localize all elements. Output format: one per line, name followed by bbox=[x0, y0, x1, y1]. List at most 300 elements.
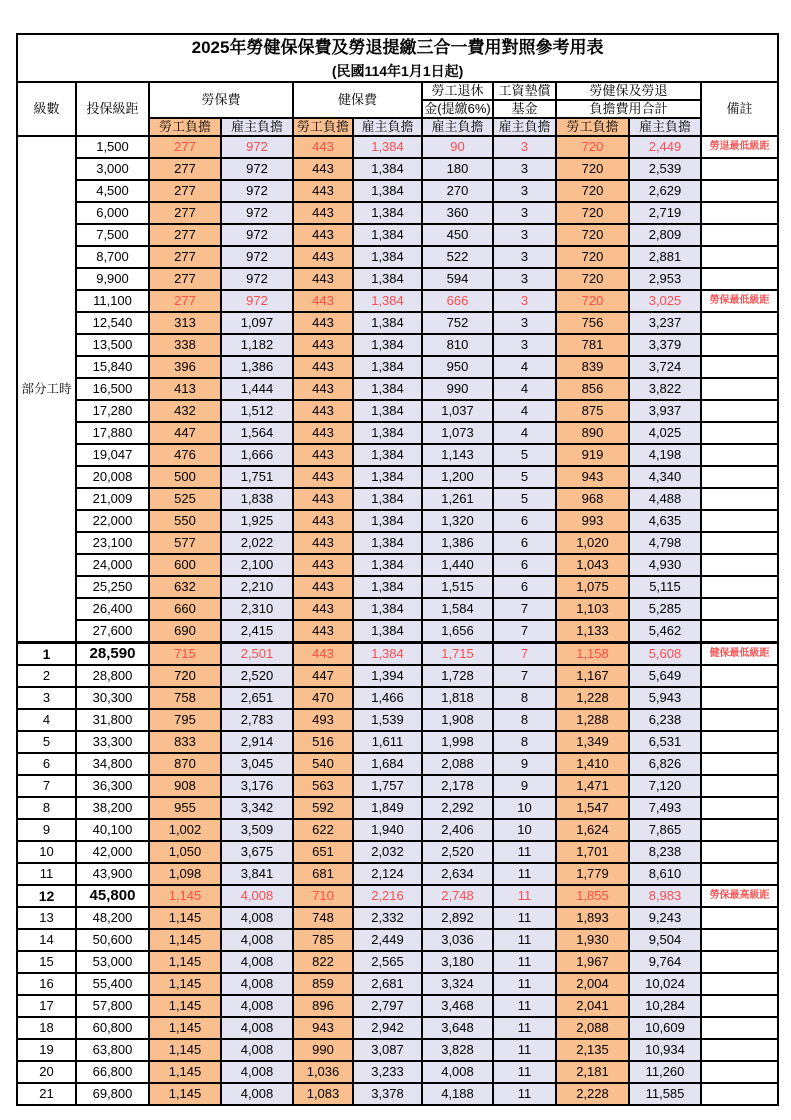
value-cell: 447 bbox=[293, 665, 353, 687]
value-cell: 443 bbox=[293, 532, 353, 554]
value-cell: 7 bbox=[493, 643, 556, 666]
remark-cell bbox=[701, 797, 778, 819]
value-cell: 443 bbox=[293, 356, 353, 378]
value-cell: 720 bbox=[556, 268, 629, 290]
value-cell: 2,539 bbox=[629, 158, 701, 180]
value-cell: 1,930 bbox=[556, 929, 629, 951]
value-cell: 2,719 bbox=[629, 202, 701, 224]
table-row bbox=[17, 951, 778, 973]
value-cell: 6,826 bbox=[629, 753, 701, 775]
table-row bbox=[17, 576, 778, 598]
value-cell: 9,504 bbox=[629, 929, 701, 951]
value-cell: 594 bbox=[422, 268, 493, 290]
value-cell: 2,501 bbox=[221, 643, 293, 666]
remark-cell bbox=[701, 246, 778, 268]
value-cell: 2,520 bbox=[422, 841, 493, 863]
value-cell: 1,002 bbox=[149, 819, 221, 841]
bracket-cell: 57,800 bbox=[76, 995, 149, 1017]
value-cell: 3,724 bbox=[629, 356, 701, 378]
value-cell: 1,083 bbox=[293, 1083, 353, 1105]
value-cell: 972 bbox=[221, 180, 293, 202]
value-cell: 2,565 bbox=[353, 951, 422, 973]
table-row bbox=[17, 620, 778, 643]
value-cell: 2,178 bbox=[422, 775, 493, 797]
value-cell: 720 bbox=[556, 180, 629, 202]
value-cell: 1,466 bbox=[353, 687, 422, 709]
remark-cell bbox=[701, 1017, 778, 1039]
value-cell: 11 bbox=[493, 907, 556, 929]
remark-cell bbox=[701, 665, 778, 687]
value-cell: 1,320 bbox=[422, 510, 493, 532]
value-cell: 1,849 bbox=[353, 797, 422, 819]
bracket-cell: 23,100 bbox=[76, 532, 149, 554]
value-cell: 1,133 bbox=[556, 620, 629, 643]
value-cell: 7 bbox=[493, 665, 556, 687]
remark-cell bbox=[701, 598, 778, 620]
value-cell: 752 bbox=[422, 312, 493, 334]
value-cell: 3 bbox=[493, 158, 556, 180]
bracket-cell: 31,800 bbox=[76, 709, 149, 731]
value-cell: 4,798 bbox=[629, 532, 701, 554]
value-cell: 3,822 bbox=[629, 378, 701, 400]
value-cell: 1,564 bbox=[221, 422, 293, 444]
table-row bbox=[17, 136, 778, 158]
value-cell: 660 bbox=[149, 598, 221, 620]
value-cell: 10,284 bbox=[629, 995, 701, 1017]
value-cell: 5,608 bbox=[629, 643, 701, 666]
table-row bbox=[17, 532, 778, 554]
value-cell: 1,167 bbox=[556, 665, 629, 687]
value-cell: 1,384 bbox=[353, 400, 422, 422]
value-cell: 2,942 bbox=[353, 1017, 422, 1039]
value-cell: 972 bbox=[221, 290, 293, 312]
value-cell: 2,809 bbox=[629, 224, 701, 246]
bracket-cell: 63,800 bbox=[76, 1039, 149, 1061]
value-cell: 2,748 bbox=[422, 885, 493, 907]
value-cell: 413 bbox=[149, 378, 221, 400]
value-cell: 5,285 bbox=[629, 598, 701, 620]
bracket-cell: 27,600 bbox=[76, 620, 149, 643]
value-cell: 11 bbox=[493, 973, 556, 995]
value-cell: 1,384 bbox=[353, 422, 422, 444]
value-cell: 908 bbox=[149, 775, 221, 797]
table-body bbox=[17, 136, 778, 1105]
value-cell: 3,025 bbox=[629, 290, 701, 312]
value-cell: 443 bbox=[293, 312, 353, 334]
value-cell: 666 bbox=[422, 290, 493, 312]
value-cell: 2,415 bbox=[221, 620, 293, 643]
remark-cell bbox=[701, 356, 778, 378]
value-cell: 10,024 bbox=[629, 973, 701, 995]
value-cell: 11 bbox=[493, 1061, 556, 1083]
value-cell: 277 bbox=[149, 202, 221, 224]
remark-cell bbox=[701, 268, 778, 290]
value-cell: 277 bbox=[149, 224, 221, 246]
value-cell: 1,073 bbox=[422, 422, 493, 444]
value-cell: 3,176 bbox=[221, 775, 293, 797]
value-cell: 8 bbox=[493, 731, 556, 753]
table-row bbox=[17, 819, 778, 841]
value-cell: 5 bbox=[493, 444, 556, 466]
value-cell: 277 bbox=[149, 246, 221, 268]
table-row bbox=[17, 709, 778, 731]
bracket-cell: 69,800 bbox=[76, 1083, 149, 1105]
remark-cell bbox=[701, 400, 778, 422]
value-cell: 1,145 bbox=[149, 929, 221, 951]
remark-cell bbox=[701, 334, 778, 356]
value-cell: 890 bbox=[556, 422, 629, 444]
value-cell: 443 bbox=[293, 202, 353, 224]
value-cell: 1,384 bbox=[353, 378, 422, 400]
value-cell: 450 bbox=[422, 224, 493, 246]
value-cell: 4,008 bbox=[221, 929, 293, 951]
value-cell: 1,547 bbox=[556, 797, 629, 819]
value-cell: 9,243 bbox=[629, 907, 701, 929]
value-cell: 781 bbox=[556, 334, 629, 356]
value-cell: 1,512 bbox=[221, 400, 293, 422]
value-cell: 2,004 bbox=[556, 973, 629, 995]
table-row bbox=[17, 422, 778, 444]
col-header-total-line1: 勞健保及勞退 bbox=[556, 82, 701, 100]
value-cell: 3,675 bbox=[221, 841, 293, 863]
table-row bbox=[17, 731, 778, 753]
value-cell: 10,934 bbox=[629, 1039, 701, 1061]
value-cell: 1,684 bbox=[353, 753, 422, 775]
value-cell: 3,180 bbox=[422, 951, 493, 973]
table-row bbox=[17, 995, 778, 1017]
value-cell: 2,292 bbox=[422, 797, 493, 819]
value-cell: 6,531 bbox=[629, 731, 701, 753]
value-cell: 1,611 bbox=[353, 731, 422, 753]
value-cell: 5 bbox=[493, 488, 556, 510]
bracket-cell: 7,500 bbox=[76, 224, 149, 246]
value-cell: 443 bbox=[293, 224, 353, 246]
value-cell: 4,008 bbox=[221, 885, 293, 907]
value-cell: 1,384 bbox=[353, 488, 422, 510]
value-cell: 443 bbox=[293, 378, 353, 400]
table-row bbox=[17, 907, 778, 929]
value-cell: 600 bbox=[149, 554, 221, 576]
value-cell: 1,779 bbox=[556, 863, 629, 885]
value-cell: 493 bbox=[293, 709, 353, 731]
value-cell: 856 bbox=[556, 378, 629, 400]
bracket-cell: 4,500 bbox=[76, 180, 149, 202]
table-row bbox=[17, 1017, 778, 1039]
value-cell: 2,783 bbox=[221, 709, 293, 731]
value-cell: 5,462 bbox=[629, 620, 701, 643]
value-cell: 270 bbox=[422, 180, 493, 202]
value-cell: 3,233 bbox=[353, 1061, 422, 1083]
bracket-cell: 45,800 bbox=[76, 885, 149, 907]
value-cell: 6 bbox=[493, 532, 556, 554]
level-cell: 8 bbox=[17, 797, 76, 819]
value-cell: 4,635 bbox=[629, 510, 701, 532]
value-cell: 3,828 bbox=[422, 1039, 493, 1061]
value-cell: 632 bbox=[149, 576, 221, 598]
level-cell: 7 bbox=[17, 775, 76, 797]
value-cell: 277 bbox=[149, 136, 221, 158]
value-cell: 1,288 bbox=[556, 709, 629, 731]
bracket-cell: 1,500 bbox=[76, 136, 149, 158]
remark-cell bbox=[701, 466, 778, 488]
value-cell: 3,841 bbox=[221, 863, 293, 885]
value-cell: 4,930 bbox=[629, 554, 701, 576]
value-cell: 5,115 bbox=[629, 576, 701, 598]
value-cell: 1,384 bbox=[353, 466, 422, 488]
value-cell: 592 bbox=[293, 797, 353, 819]
value-cell: 1,037 bbox=[422, 400, 493, 422]
table-row bbox=[17, 598, 778, 620]
bracket-cell: 25,250 bbox=[76, 576, 149, 598]
remark-cell bbox=[701, 951, 778, 973]
bracket-cell: 42,000 bbox=[76, 841, 149, 863]
value-cell: 2,135 bbox=[556, 1039, 629, 1061]
value-cell: 1,384 bbox=[353, 224, 422, 246]
value-cell: 4,340 bbox=[629, 466, 701, 488]
level-cell: 11 bbox=[17, 863, 76, 885]
level-cell: 2 bbox=[17, 665, 76, 687]
table-row bbox=[17, 400, 778, 422]
value-cell: 1,384 bbox=[353, 180, 422, 202]
value-cell: 1,384 bbox=[353, 554, 422, 576]
value-cell: 1,145 bbox=[149, 907, 221, 929]
remark-cell bbox=[701, 907, 778, 929]
value-cell: 10 bbox=[493, 797, 556, 819]
value-cell: 1,751 bbox=[221, 466, 293, 488]
bracket-cell: 12,540 bbox=[76, 312, 149, 334]
level-cell: 13 bbox=[17, 907, 76, 929]
value-cell: 10,609 bbox=[629, 1017, 701, 1039]
remark-cell bbox=[701, 202, 778, 224]
value-cell: 2,216 bbox=[353, 885, 422, 907]
value-cell: 180 bbox=[422, 158, 493, 180]
value-cell: 839 bbox=[556, 356, 629, 378]
value-cell: 972 bbox=[221, 202, 293, 224]
remark-cell bbox=[701, 422, 778, 444]
value-cell: 1,050 bbox=[149, 841, 221, 863]
value-cell: 690 bbox=[149, 620, 221, 643]
value-cell: 2,914 bbox=[221, 731, 293, 753]
subheader-pension-employer-share: 雇主負擔 bbox=[422, 118, 493, 136]
value-cell: 1,228 bbox=[556, 687, 629, 709]
value-cell: 1,394 bbox=[353, 665, 422, 687]
value-cell: 2,228 bbox=[556, 1083, 629, 1105]
value-cell: 1,145 bbox=[149, 951, 221, 973]
subheader-health-employer-share: 雇主負擔 bbox=[353, 118, 422, 136]
bracket-cell: 15,840 bbox=[76, 356, 149, 378]
bracket-cell: 24,000 bbox=[76, 554, 149, 576]
value-cell: 1,384 bbox=[353, 444, 422, 466]
value-cell: 1,471 bbox=[556, 775, 629, 797]
remark-cell bbox=[701, 1039, 778, 1061]
value-cell: 2,953 bbox=[629, 268, 701, 290]
value-cell: 1,145 bbox=[149, 1083, 221, 1105]
remark-cell bbox=[701, 1061, 778, 1083]
table-row bbox=[17, 687, 778, 709]
col-header-health-insurance: 健保費 bbox=[293, 82, 422, 118]
value-cell: 4 bbox=[493, 378, 556, 400]
value-cell: 3 bbox=[493, 290, 556, 312]
bracket-cell: 11,100 bbox=[76, 290, 149, 312]
col-header-pension-line2: 金(提繳6%) bbox=[422, 100, 493, 118]
table-row bbox=[17, 753, 778, 775]
table-row bbox=[17, 180, 778, 202]
bracket-cell: 26,400 bbox=[76, 598, 149, 620]
value-cell: 1,444 bbox=[221, 378, 293, 400]
value-cell: 476 bbox=[149, 444, 221, 466]
level-cell: 15 bbox=[17, 951, 76, 973]
bracket-cell: 33,300 bbox=[76, 731, 149, 753]
value-cell: 2,210 bbox=[221, 576, 293, 598]
level-cell: 18 bbox=[17, 1017, 76, 1039]
remark-cell bbox=[701, 312, 778, 334]
value-cell: 7 bbox=[493, 620, 556, 643]
value-cell: 651 bbox=[293, 841, 353, 863]
value-cell: 313 bbox=[149, 312, 221, 334]
value-cell: 833 bbox=[149, 731, 221, 753]
table-row bbox=[17, 290, 778, 312]
level-cell: 14 bbox=[17, 929, 76, 951]
value-cell: 4,008 bbox=[221, 907, 293, 929]
value-cell: 4,008 bbox=[221, 1083, 293, 1105]
value-cell: 5,943 bbox=[629, 687, 701, 709]
remark-cell bbox=[701, 819, 778, 841]
value-cell: 1,440 bbox=[422, 554, 493, 576]
table-row bbox=[17, 797, 778, 819]
remark-cell: 勞保最高級距 bbox=[701, 885, 778, 907]
col-header-bracket: 投保級距 bbox=[76, 82, 149, 136]
value-cell: 9 bbox=[493, 753, 556, 775]
table-row bbox=[17, 202, 778, 224]
value-cell: 8,238 bbox=[629, 841, 701, 863]
value-cell: 11 bbox=[493, 1083, 556, 1105]
remark-cell bbox=[701, 180, 778, 202]
table-row bbox=[17, 863, 778, 885]
value-cell: 1,384 bbox=[353, 334, 422, 356]
value-cell: 3,237 bbox=[629, 312, 701, 334]
value-cell: 870 bbox=[149, 753, 221, 775]
value-cell: 8,983 bbox=[629, 885, 701, 907]
value-cell: 443 bbox=[293, 598, 353, 620]
value-cell: 563 bbox=[293, 775, 353, 797]
value-cell: 2,032 bbox=[353, 841, 422, 863]
value-cell: 1,261 bbox=[422, 488, 493, 510]
level-cell: 20 bbox=[17, 1061, 76, 1083]
value-cell: 950 bbox=[422, 356, 493, 378]
value-cell: 1,145 bbox=[149, 885, 221, 907]
value-cell: 1,539 bbox=[353, 709, 422, 731]
table-subtitle: (民國114年1月1日起) bbox=[331, 63, 464, 79]
value-cell: 2,449 bbox=[353, 929, 422, 951]
value-cell: 9,764 bbox=[629, 951, 701, 973]
value-cell: 516 bbox=[293, 731, 353, 753]
value-cell: 972 bbox=[221, 224, 293, 246]
value-cell: 2,520 bbox=[221, 665, 293, 687]
value-cell: 1,925 bbox=[221, 510, 293, 532]
value-cell: 1,998 bbox=[422, 731, 493, 753]
value-cell: 756 bbox=[556, 312, 629, 334]
subheader-health-employee-share: 勞工負擔 bbox=[293, 118, 353, 136]
value-cell: 715 bbox=[149, 643, 221, 666]
value-cell: 972 bbox=[221, 246, 293, 268]
table-row bbox=[17, 885, 778, 907]
value-cell: 3,378 bbox=[353, 1083, 422, 1105]
level-cell: 12 bbox=[17, 885, 76, 907]
value-cell: 1,103 bbox=[556, 598, 629, 620]
bracket-cell: 17,880 bbox=[76, 422, 149, 444]
value-cell: 972 bbox=[221, 268, 293, 290]
value-cell: 1,384 bbox=[353, 268, 422, 290]
value-cell: 522 bbox=[422, 246, 493, 268]
value-cell: 10 bbox=[493, 819, 556, 841]
value-cell: 795 bbox=[149, 709, 221, 731]
col-header-remark: 備註 bbox=[701, 82, 778, 136]
table-row bbox=[17, 1083, 778, 1105]
bracket-cell: 17,280 bbox=[76, 400, 149, 422]
value-cell: 1,515 bbox=[422, 576, 493, 598]
remark-cell bbox=[701, 554, 778, 576]
value-cell: 11 bbox=[493, 841, 556, 863]
value-cell: 360 bbox=[422, 202, 493, 224]
value-cell: 720 bbox=[556, 290, 629, 312]
value-cell: 7,493 bbox=[629, 797, 701, 819]
value-cell: 748 bbox=[293, 907, 353, 929]
value-cell: 1,838 bbox=[221, 488, 293, 510]
remark-cell: 勞退最低級距 bbox=[701, 136, 778, 158]
value-cell: 990 bbox=[293, 1039, 353, 1061]
value-cell: 1,349 bbox=[556, 731, 629, 753]
subheader-total-employee-share: 勞工負擔 bbox=[556, 118, 629, 136]
bracket-cell: 3,000 bbox=[76, 158, 149, 180]
value-cell: 4 bbox=[493, 400, 556, 422]
value-cell: 443 bbox=[293, 488, 353, 510]
value-cell: 11 bbox=[493, 1039, 556, 1061]
value-cell: 443 bbox=[293, 510, 353, 532]
col-header-pension-line1: 勞工退休 bbox=[422, 82, 493, 100]
value-cell: 1,384 bbox=[353, 598, 422, 620]
subheader-wage-fund-employer-share: 雇主負擔 bbox=[493, 118, 556, 136]
value-cell: 720 bbox=[556, 202, 629, 224]
value-cell: 1,384 bbox=[353, 643, 422, 666]
value-cell: 7 bbox=[493, 598, 556, 620]
value-cell: 443 bbox=[293, 643, 353, 666]
value-cell: 2,124 bbox=[353, 863, 422, 885]
table-row bbox=[17, 841, 778, 863]
value-cell: 11 bbox=[493, 863, 556, 885]
value-cell: 710 bbox=[293, 885, 353, 907]
value-cell: 968 bbox=[556, 488, 629, 510]
value-cell: 3,087 bbox=[353, 1039, 422, 1061]
value-cell: 3 bbox=[493, 246, 556, 268]
value-cell: 1,410 bbox=[556, 753, 629, 775]
value-cell: 470 bbox=[293, 687, 353, 709]
level-cell: 5 bbox=[17, 731, 76, 753]
bracket-cell: 28,590 bbox=[76, 643, 149, 666]
value-cell: 11 bbox=[493, 951, 556, 973]
remark-cell bbox=[701, 841, 778, 863]
value-cell: 443 bbox=[293, 620, 353, 643]
table-row bbox=[17, 466, 778, 488]
value-cell: 1,158 bbox=[556, 643, 629, 666]
remark-cell bbox=[701, 929, 778, 951]
header-row-1 bbox=[17, 82, 778, 100]
subheader-total-employer-share: 雇主負擔 bbox=[629, 118, 701, 136]
value-cell: 2,022 bbox=[221, 532, 293, 554]
value-cell: 1,145 bbox=[149, 1039, 221, 1061]
value-cell: 1,384 bbox=[353, 576, 422, 598]
value-cell: 2,449 bbox=[629, 136, 701, 158]
value-cell: 1,624 bbox=[556, 819, 629, 841]
